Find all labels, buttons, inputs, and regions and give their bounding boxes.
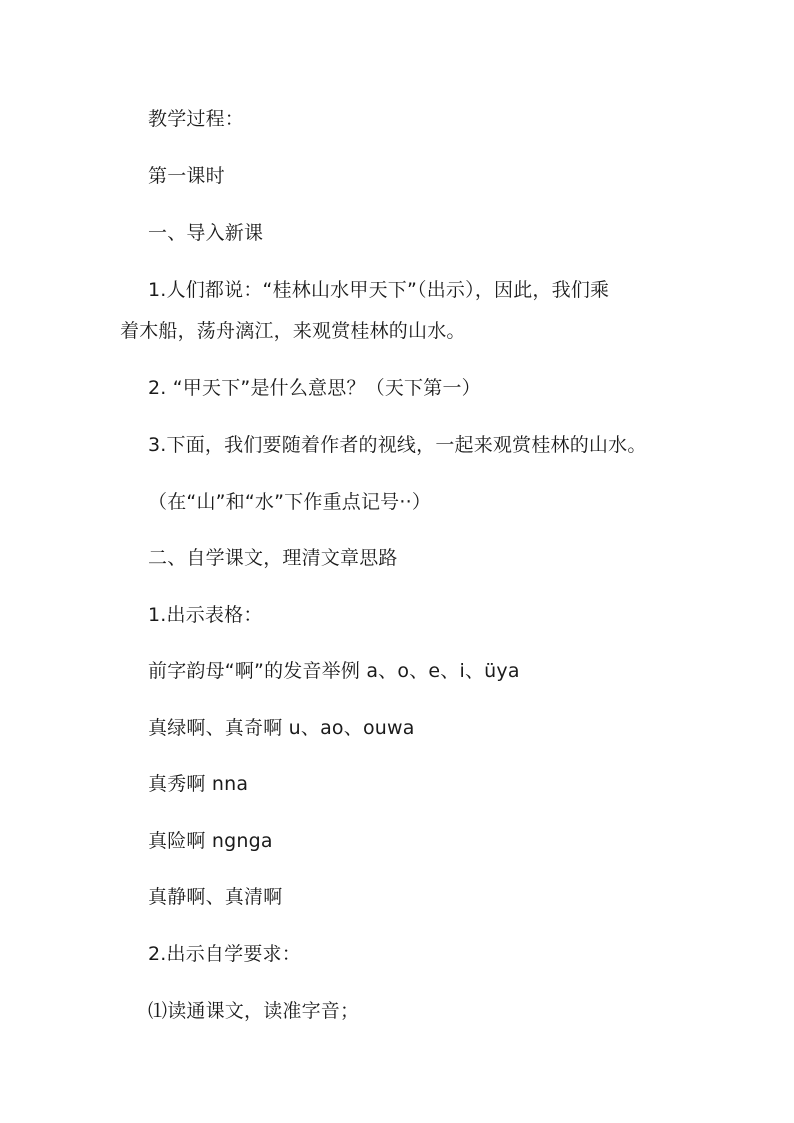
- paragraph-intro-line-1: 1.人们都说：“桂林山水甲天下”（出示），因此，我们乘: [148, 279, 610, 301]
- part-one-heading: 一、导入新课: [148, 222, 264, 244]
- table-row-nga: 真险啊 ngnga: [148, 830, 273, 852]
- requirement-item-1: ⑴读通课文，读准字音；: [148, 1000, 360, 1022]
- paragraph-note: （在“山”和“水”下作重点记号··）: [148, 491, 432, 513]
- lesson-heading: 第一课时: [148, 165, 225, 187]
- self-study-requirements-heading: 2.出示自学要求：: [148, 943, 301, 965]
- table-row-header: 前字韵母“啊”的发音举例 a、o、e、i、üya: [148, 660, 520, 682]
- section-heading-teaching-process: 教学过程：: [148, 108, 245, 130]
- paragraph-intro-line-2: 着木船，荡舟漓江，来观赏桂林的山水。: [120, 320, 466, 342]
- table-row-examples: 真静啊、真清啊: [148, 886, 283, 908]
- paragraph-question: 2. “甲天下”是什么意思？（天下第一）: [148, 377, 481, 399]
- paragraph-view-scenery: 3.下面，我们要随着作者的视线，一起来观赏桂林的山水。: [148, 434, 647, 456]
- show-table-heading: 1.出示表格：: [148, 604, 263, 626]
- table-row-na: 真秀啊 nna: [148, 773, 249, 795]
- part-two-heading: 二、自学课文，理清文章思路: [148, 547, 398, 569]
- table-row-wa: 真绿啊、真奇啊 u、ao、ouwa: [148, 717, 415, 739]
